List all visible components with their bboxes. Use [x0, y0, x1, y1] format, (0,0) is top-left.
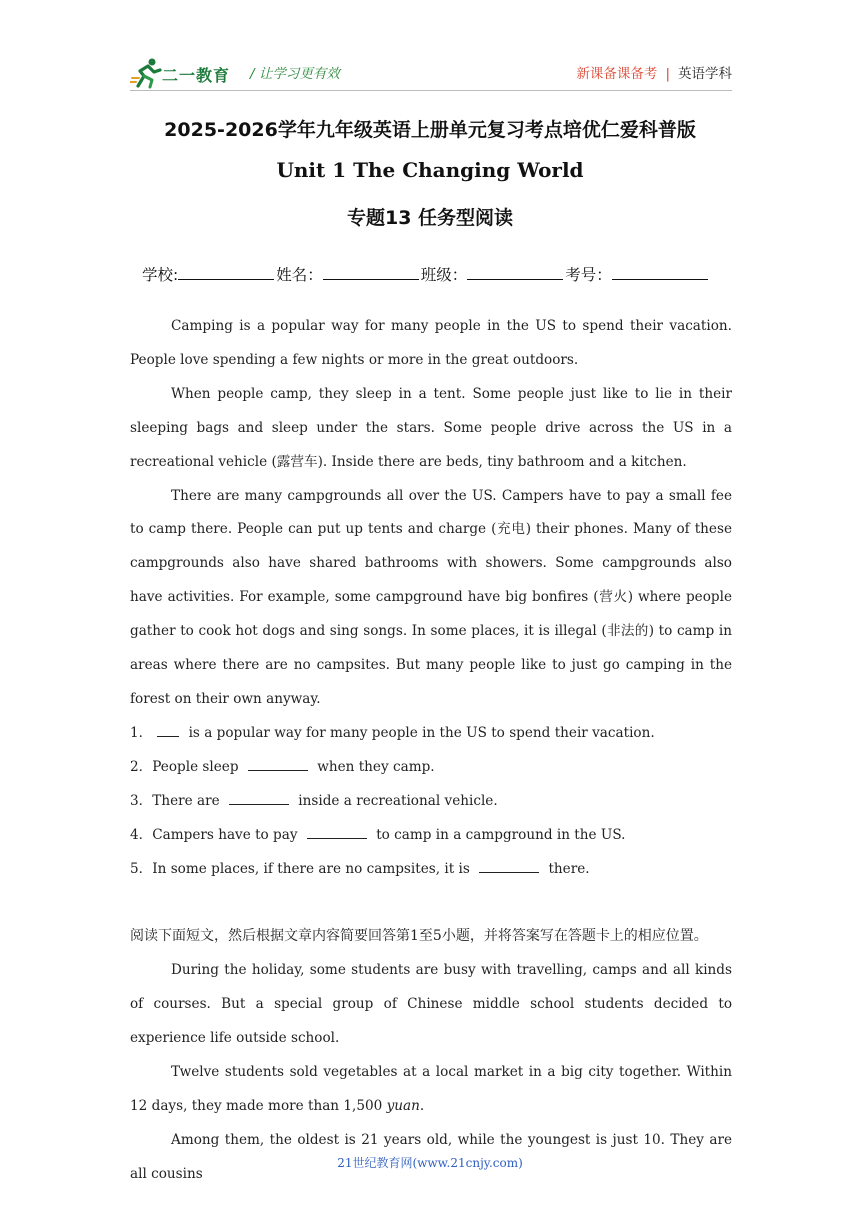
- header-slogan: / 让学习更有效: [250, 66, 340, 82]
- passage2-paragraph-3: Among them, the oldest is 21 years old, while the youngest is just 10. They are all cousins: [130, 1131, 732, 1182]
- passage1-paragraph-2: When people camp, they sleep in a tent. Some people just like to lie in their sleeping bags and sleep under the stars. Some people drive across the US in a recreational vehicle (露营车). Inside there are beds, tiny bathroom and a kitchen.: [130, 385, 732, 470]
- passage1-paragraph-1: Camping is a popular way for many people in the US to spend their vacation. People love spending a few nights or more in the great outdoors.: [130, 318, 732, 368]
- name-label: 姓名：: [276, 266, 323, 284]
- question-text: Campers have to pay: [152, 826, 302, 843]
- page-header: [130, 56, 732, 90]
- question-number: 2．: [130, 758, 153, 775]
- answer-blank[interactable]: [479, 860, 539, 873]
- question-text: People sleep: [152, 758, 243, 775]
- italic-word: yuan: [386, 1097, 420, 1114]
- paragraph-text: .: [419, 1097, 425, 1114]
- class-blank[interactable]: [467, 265, 563, 280]
- number-blank[interactable]: [612, 265, 708, 280]
- question-number: 3．: [130, 792, 153, 809]
- question-text: inside a recreational vehicle.: [293, 792, 498, 809]
- question-5: [130, 853, 732, 887]
- answer-blank[interactable]: [307, 826, 367, 839]
- section-gap: [130, 886, 732, 920]
- answer-blank[interactable]: [248, 758, 308, 771]
- question-3: [130, 785, 732, 819]
- question-text: is a popular way for many people in the US to spend their vacation.: [184, 724, 655, 741]
- student-info-line: [142, 263, 710, 285]
- header-label-subject: 英语学科: [678, 66, 732, 82]
- header-separator: |: [665, 66, 670, 82]
- passage1-paragraph-3: There are many campgrounds all over the US. Campers have to pay a small fee to camp there. People can put up tents and charge (充电) their phones. Many of these campgrounds also have shared bathrooms with showers. Some campgrounds also have activities. For example, some campground have big bonfires (营火) where people gather to cook hot dogs and sing songs. In some places, it is illegal (非法的) to camp in areas where there are no campsites. But many people like to just go camping in the forest on their own anyway.: [130, 487, 732, 707]
- paragraph-text: Twelve students sold vegetables at a local market in a big city together. Within 12 days, they made more than 1,500: [130, 1064, 732, 1114]
- header-subject: [576, 62, 732, 82]
- question-2: [130, 751, 732, 785]
- question-4: [130, 819, 732, 853]
- school-label: 学校:: [142, 266, 179, 284]
- runner-logo-icon: [130, 56, 164, 90]
- page-title: 2025-2026学年九年级英语上册单元复习考点培优仁爱科普版: [164, 119, 696, 141]
- question-1: [130, 717, 732, 751]
- question-text: In some places, if there are no campsites, it is: [152, 860, 475, 877]
- topic-title: 专题13 任务型阅读: [346, 207, 514, 229]
- logo-text: 二一教育: [162, 66, 231, 85]
- reading-instruction: 阅读下面短文，然后根据文章内容简要回答第1至5小题，并将答案写在答题卡上的相应位置。: [130, 928, 708, 945]
- question-text: to camp in a campground in the US.: [371, 826, 626, 843]
- question-text: there.: [544, 860, 590, 877]
- question-number: 4．: [130, 826, 153, 843]
- header-divider: [130, 90, 732, 91]
- question-text: There are: [152, 792, 224, 809]
- logo: [130, 56, 240, 90]
- answer-blank[interactable]: [229, 792, 289, 805]
- passage2-paragraph-1: During the holiday, some students are busy with travelling, camps and all kinds of courses. But a special group of Chinese middle school students decided to experience life outside school.: [130, 962, 732, 1047]
- passage2-paragraph-2: [130, 1056, 732, 1124]
- answer-blank[interactable]: [157, 724, 179, 737]
- name-blank[interactable]: [323, 265, 419, 280]
- document-body: [130, 310, 732, 1192]
- question-text: when they camp.: [312, 758, 435, 775]
- number-label: 考号：: [565, 266, 612, 284]
- class-label: 班级：: [420, 266, 468, 284]
- page-footer[interactable]: 21世纪教育网(www.21cnjy.com): [337, 1156, 523, 1170]
- header-label-prep: 新课备课备考: [576, 66, 658, 82]
- unit-title: Unit 1 The Changing World: [276, 158, 584, 182]
- question-number: 1．: [130, 724, 153, 741]
- school-blank[interactable]: [178, 265, 274, 280]
- question-number: 5．: [130, 860, 153, 877]
